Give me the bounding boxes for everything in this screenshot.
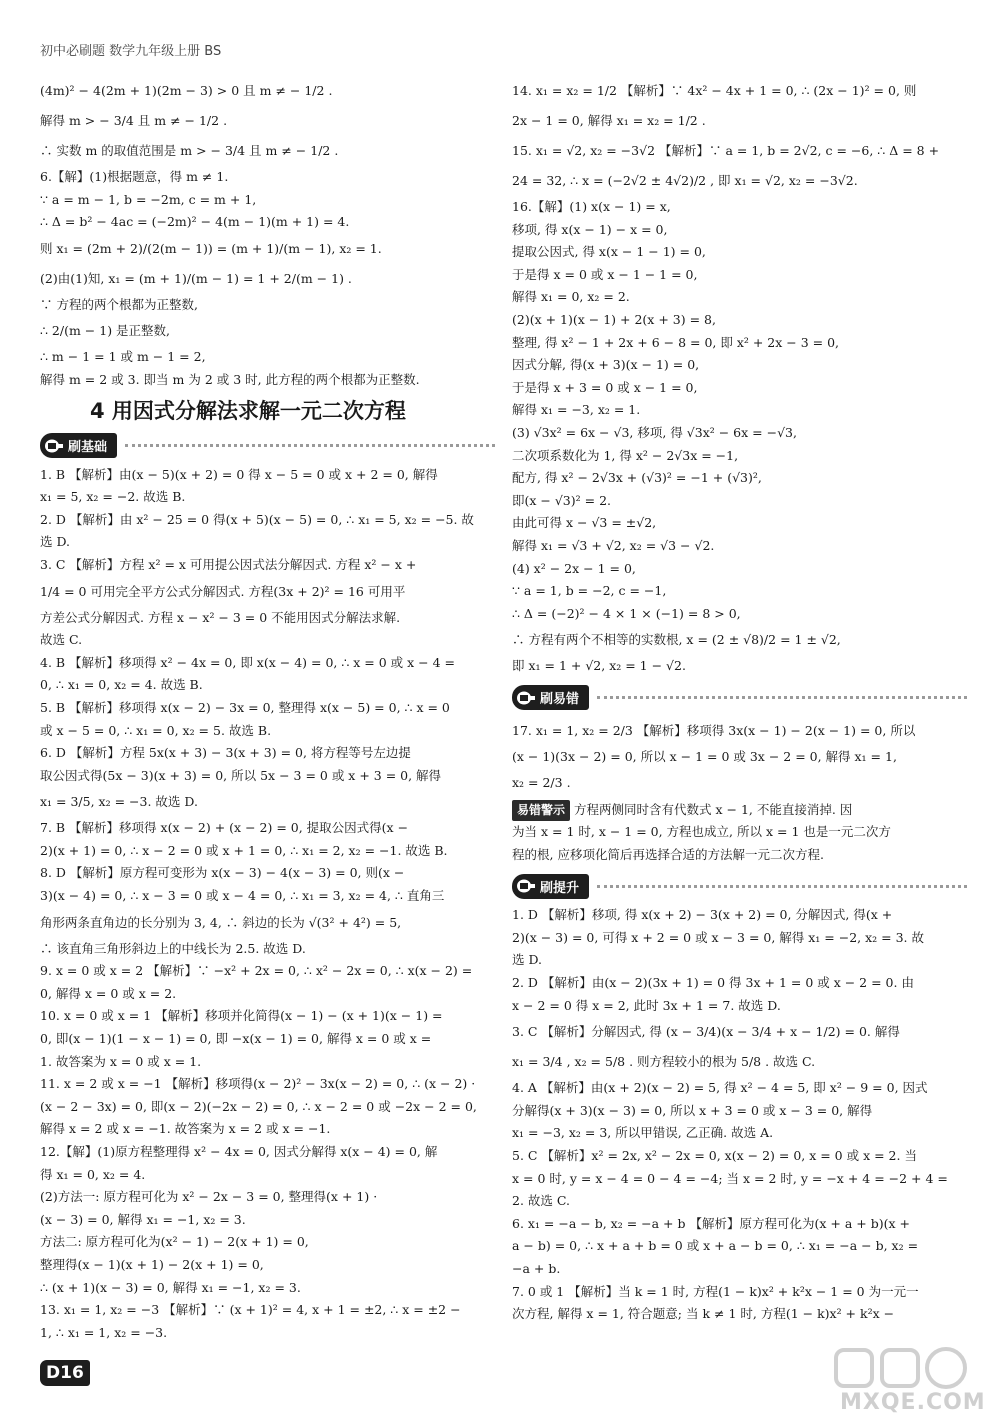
running-header: 初中必刷题 数学九年级上册 BS xyxy=(40,44,222,59)
tag-basic-badge xyxy=(40,433,117,458)
tag-improve xyxy=(512,870,967,902)
text-line: 13. x₁ = 1, x₂ = −3 【解析】∵ (x + 1)² = 4, x + 1 = ±2, ∴ x = ±2 − xyxy=(40,1302,461,1318)
warning-line xyxy=(512,846,967,869)
warning-text: 方程两侧同时含有代数式 x − 1, 不能直接消掉. 因 xyxy=(574,802,853,818)
text-line: x₁ = 3/4 , x₂ = 5/8 . 则方程较小的根为 5/8 . 故选 C. xyxy=(512,1054,816,1070)
text-line: 1, ∴ x₁ = 1, x₂ = −3. xyxy=(40,1324,168,1340)
text-line: ∴ Δ = (−2)² − 4 × 1 × (−1) = 8 > 0, xyxy=(512,605,741,621)
text-line: ∴ 该直角三角形斜边上的中线长为 2.5. 故选 D. xyxy=(40,940,306,956)
text-line: ∴ Δ = b² − 4ac = (−2m)² − 4(m − 1)(m + 1) = 4. xyxy=(40,214,350,230)
text-line: 0, ∴ x₁ = 0, x₂ = 4. 故选 B. xyxy=(40,677,203,693)
text-line: 7. B 【解析】移项得 x(x − 2) + (x − 2) = 0, 提取公因式得(x − xyxy=(40,820,409,836)
text-line: x − 2 = 0 得 x = 2, 此时 3x + 1 = 7. 故选 D. xyxy=(512,997,781,1013)
text-line: 角形两条直角边的长分别为 3, 4, ∴ 斜边的长为 √(3² + 4²) = 5, xyxy=(40,914,402,930)
prev-solution-block xyxy=(40,78,495,394)
dotted-rule xyxy=(597,885,967,888)
text-line: 因式分解, 得(x + 3)(x − 1) = 0, xyxy=(512,357,700,373)
brush-icon xyxy=(516,878,536,894)
text-line: 解得 x₁ = √3 + √2, x₂ = √3 − √2. xyxy=(512,537,715,553)
text-line: 于是得 x + 3 = 0 或 x − 1 = 0, xyxy=(512,379,698,395)
text-line: 6.【解】(1)根据题意，得 m ≠ 1. xyxy=(40,169,229,184)
warning-text: 为当 x = 1 时, x − 1 = 0, 方程也成立, 所以 x = 1 也是一元二次方 xyxy=(512,824,891,840)
warning-line xyxy=(512,823,967,846)
text-line: −a + b. xyxy=(512,1260,561,1276)
text-line: (2)(x + 1)(x − 1) + 2(x + 3) = 8, xyxy=(512,311,716,327)
text-line: (4m)² − 4(2m + 1)(2m − 3) > 0 且 m ≠ − 1/2 . xyxy=(40,83,333,98)
text-line: 4. B 【解析】移项得 x² − 4x = 0, 即 x(x − 4) = 0, ∴ x = 0 或 x − 4 = xyxy=(40,654,456,670)
text-line: 由此可得 x − √3 = ±√2, xyxy=(512,515,657,531)
text-line: ∴ m − 1 = 1 或 m − 1 = 2, xyxy=(40,349,206,365)
text-line: 整理, 得 x² − 1 + 2x + 6 − 8 = 0, 即 x² + 2x − 3 = 0, xyxy=(512,334,840,350)
text-line: (3) √3x² = 6x − √3, 移项, 得 √3x² − 6x = −√3, xyxy=(512,424,797,440)
text-line: (x − 3) = 0, 解得 x₁ = −1, x₂ = 3. xyxy=(40,1211,246,1227)
text-line: 17. x₁ = 1, x₂ = 2/3 【解析】移项得 3x(x − 1) − 2(x − 1) = 0, 所以 xyxy=(512,722,916,738)
text-line: x₁ = −3, x₂ = 3, 所以甲错误, 乙正确. 故选 A. xyxy=(512,1125,774,1141)
tag-error xyxy=(512,682,967,714)
text-line: x₂ = 2/3 . xyxy=(512,775,571,791)
text-line: 解得 m > − 3/4 且 m ≠ − 1/2 . xyxy=(40,113,228,128)
text-line: 二次项系数化为 1, 得 x² − 2√3x = −1, xyxy=(512,447,739,463)
watermark-logo xyxy=(832,1344,986,1420)
text-line: 2)(x − 3) = 0, 可得 x + 2 = 0 或 x − 3 = 0, 解得 x₁ = −2, x₂ = 3. 故 xyxy=(512,929,924,945)
text-line: 选 D. xyxy=(40,534,71,550)
text-line: 14. x₁ = x₂ = 1/2 【解析】∵ 4x² − 4x + 1 = 0, ∴ (2x − 1)² = 0, 则 xyxy=(512,83,917,98)
text-line: 配方, 得 x² − 2√3x + (√3)² = −1 + (√3)², xyxy=(512,470,762,486)
text-line: ∴ 实数 m 的取值范围是 m > − 3/4 且 m ≠ − 1/2 . xyxy=(40,143,339,158)
text-line: (2)由(1)知, x₁ = (m + 1)/(m − 1) = 1 + 2/(m − 1) . xyxy=(40,270,352,286)
page-number: D16 xyxy=(40,1360,90,1386)
text-line: 移项, 得 x(x − 1) − x = 0, xyxy=(512,221,668,237)
text-line: 或 x − 5 = 0, ∴ x₁ = 0, x₂ = 5. 故选 B. xyxy=(40,722,272,738)
warning-label: 易错警示 xyxy=(512,800,570,821)
text-line: 方法二: 原方程可化为(x² − 1) − 2(x + 1) = 0, xyxy=(40,1234,309,1250)
text-line: 整理得(x − 1)(x + 1) − 2(x + 1) = 0, xyxy=(40,1256,264,1272)
brush-icon xyxy=(516,690,536,706)
text-line: 11. x = 2 或 x = −1 【解析】移项得(x − 2)² − 3x(x − 2) = 0, ∴ (x − 2) · xyxy=(40,1076,476,1092)
text-line: ∵ 方程的两个根都为正整数, xyxy=(40,296,198,312)
basic-answers-block xyxy=(40,466,495,1347)
text-line: 5. B 【解析】移项得 x(x − 2) − 3x = 0, 整理得 x(x − 5) = 0, ∴ x = 0 xyxy=(40,699,450,715)
text-line: 1. D 【解析】移项, 得 x(x + 2) − 3(x + 2) = 0, 分解因式, 得(x + xyxy=(512,907,893,923)
error-answers-block xyxy=(512,718,967,801)
text-line: 次方程, 解得 x = 1, 符合题意; 当 k ≠ 1 时, 方程(1 − k)x² + k²x − xyxy=(512,1306,895,1322)
text-line: 2. 故选 C. xyxy=(512,1193,570,1209)
text-line: x = 0 时, y = x − 4 = 0 − 4 = −4; 当 x = 2 时, y = −x + 4 = −2 + 4 = xyxy=(512,1170,948,1186)
text-line: 0, 解得 x = 0 或 x = 2. xyxy=(40,985,177,1001)
text-line: (4) x² − 2x − 1 = 0, xyxy=(512,560,636,576)
tag-improve-label: 刷提升 xyxy=(540,880,580,896)
text-line: 方差公式分解因式. 方程 x − x² − 3 = 0 不能用因式分解法求解. xyxy=(40,609,401,625)
text-line: 6. D 【解析】方程 5x(x + 3) − 3(x + 3) = 0, 将方程等号左边提 xyxy=(40,745,411,761)
text-line: (x − 2 − 3x) = 0, 即(x − 2)(−2x − 2) = 0, ∴ x − 2 = 0 或 −2x − 2 = 0, xyxy=(40,1098,477,1114)
text-line: x₁ = 3/5, x₂ = −3. 故选 D. xyxy=(40,794,198,810)
text-line: 4. A 【解析】由(x + 2)(x − 2) = 5, 得 x² − 4 = 5, 即 x² − 9 = 0, 因式 xyxy=(512,1080,928,1096)
text-line: 取公因式得(5x − 3)(x + 3) = 0, 所以 5x − 3 = 0 或 x + 3 = 0, 解得 xyxy=(40,767,442,783)
text-line: (x − 1)(3x − 2) = 0, 所以 x − 1 = 0 或 3x − 2 = 0, 解得 x₁ = 1, xyxy=(512,748,897,764)
warning-line xyxy=(512,800,967,823)
text-line: 7. 0 或 1 【解析】当 k = 1 时, 方程(1 − k)x² + k²x − 1 = 0 为一元一 xyxy=(512,1283,919,1299)
text-line: 3)(x − 4) = 0, ∴ x − 3 = 0 或 x − 4 = 0, ∴ x₁ = 3, x₂ = 4, ∴ 直角三 xyxy=(40,888,445,904)
text-line: 5. C 【解析】x² = 2x, x² − 2x = 0, x(x − 2) = 0, x = 0 或 x = 2. 当 xyxy=(512,1148,917,1163)
text-line: 分解得(x + 3)(x − 3) = 0, 所以 x + 3 = 0 或 x − 3 = 0, 解得 xyxy=(512,1102,873,1118)
text-line: 1/4 = 0 可用完全平方公式分解因式. 方程(3x + 2)² = 16 可用平 xyxy=(40,583,406,599)
tag-improve-badge xyxy=(512,874,589,899)
text-line: ∴ (x + 1)(x − 3) = 0, 解得 x₁ = −1, x₂ = 3. xyxy=(40,1279,301,1295)
text-line: 10. x = 0 或 x = 1 【解析】移项并化简得(x − 1) − (x + 1)(x − 1) = xyxy=(40,1008,443,1024)
right-column xyxy=(512,78,967,1328)
warning-text: 程的根, 应移项化简后再选择合适的方法解一元二次方程. xyxy=(512,846,824,862)
text-line: 0, 即(x − 1)(1 − x − 1) = 0, 即 −x(x − 1) = 0, 解得 x = 0 或 x = xyxy=(40,1031,432,1047)
text-line: 解得 x = 2 或 x = −1. 故答案为 x = 2 或 x = −1. xyxy=(40,1121,331,1137)
brush-icon xyxy=(44,438,64,454)
text-line: 15. x₁ = √2, x₂ = −3√2 【解析】∵ a = 1, b = 2√2, c = −6, ∴ Δ = 8 + xyxy=(512,143,940,158)
answers-14-16-block xyxy=(512,78,967,680)
text-line: 2x − 1 = 0, 解得 x₁ = x₂ = 1/2 . xyxy=(512,113,706,128)
left-column xyxy=(40,78,495,1346)
text-line: 2. D 【解析】由(x − 2)(3x + 1) = 0 得 3x + 1 = 0 或 x − 2 = 0. 由 xyxy=(512,975,914,991)
text-line: 即 x₁ = 1 + √2, x₂ = 1 − √2. xyxy=(512,658,686,674)
text-line: 1. B 【解析】由(x − 5)(x + 2) = 0 得 x − 5 = 0 或 x + 2 = 0, 解得 xyxy=(40,466,438,482)
tag-basic xyxy=(40,430,495,462)
text-line: 则 x₁ = (2m + 2)/(2(m − 1)) = (m + 1)/(m − 1), x₂ = 1. xyxy=(40,240,382,256)
dotted-rule xyxy=(125,444,495,447)
text-line: ∴ 方程有两个不相等的实数根, x = (2 ± √8)/2 = 1 ± √2, xyxy=(512,632,841,648)
tag-basic-label: 刷基础 xyxy=(68,440,108,456)
improve-answers-block xyxy=(512,906,967,1328)
text-line: 选 D. xyxy=(512,952,543,968)
text-line: 9. x = 0 或 x = 2 【解析】∵ −x² + 2x = 0, ∴ x² − 2x = 0, ∴ x(x − 2) = xyxy=(40,963,473,979)
text-line: 即(x − √3)² = 2. xyxy=(512,492,611,508)
text-line: 24 = 32, ∴ x = (−2√2 ± 4√2)/2 , 即 x₁ = √2, x₂ = −3√2. xyxy=(512,173,858,188)
text-line: 解得 x₁ = 0, x₂ = 2. xyxy=(512,289,630,305)
tag-error-label: 刷易错 xyxy=(540,692,580,708)
text-line: x₁ = 5, x₂ = −2. 故选 B. xyxy=(40,489,186,505)
text-line: 3. C 【解析】分解因式, 得 (x − 3/4)(x − 3/4 + x − 1/2) = 0. 解得 xyxy=(512,1024,900,1040)
text-line: 12.【解】(1)原方程整理得 x² − 4x = 0, 因式分解得 x(x − 4) = 0, 解 xyxy=(40,1144,438,1159)
text-line: 于是得 x = 0 或 x − 1 − 1 = 0, xyxy=(512,266,698,282)
dotted-rule xyxy=(597,696,967,699)
text-line: (2)方法一: 原方程可化为 x² − 2x − 3 = 0, 整理得(x + 1) · xyxy=(40,1189,378,1205)
text-line: 提取公因式, 得 x(x − 1 − 1) = 0, xyxy=(512,244,706,260)
text-line: 16.【解】(1) x(x − 1) = x, xyxy=(512,199,671,214)
text-line: 6. x₁ = −a − b, x₂ = −a + b 【解析】原方程可化为(x + a + b)(x + xyxy=(512,1215,910,1231)
section-title: 4 用因式分解法求解一元二次方程 xyxy=(90,398,406,423)
watermark-seal-icon xyxy=(832,1344,982,1394)
text-line: ∵ a = m − 1, b = −2m, c = m + 1, xyxy=(40,191,257,207)
tag-error-badge xyxy=(512,685,589,710)
watermark-text: MXQE.COM xyxy=(840,1390,986,1415)
text-line: 2. D 【解析】由 x² − 25 = 0 得(x + 5)(x − 5) = 0, ∴ x₁ = 5, x₂ = −5. 故 xyxy=(40,511,474,527)
text-line: 1. 故答案为 x = 0 或 x = 1. xyxy=(40,1053,202,1069)
text-line: 3. C 【解析】方程 x² = x 可用提公因式法分解因式. 方程 x² − x + xyxy=(40,556,417,572)
text-line: 得 x₁ = 0, x₂ = 4. xyxy=(40,1166,146,1182)
text-line: 故选 C. xyxy=(40,632,83,648)
text-line: a − b) = 0, ∴ x + a + b = 0 或 x + a − b = 0, ∴ x₁ = −a − b, x₂ = xyxy=(512,1238,919,1254)
warning-note xyxy=(512,800,967,868)
text-line: ∵ a = 1, b = −2, c = −1, xyxy=(512,583,667,599)
text-line: 解得 m = 2 或 3. 即当 m 为 2 或 3 时, 此方程的两个根都为正整数. xyxy=(40,371,420,387)
text-line: 解得 x₁ = −3, x₂ = 1. xyxy=(512,402,641,418)
text-line: 2)(x + 1) = 0, ∴ x − 2 = 0 或 x + 1 = 0, ∴ x₁ = 2, x₂ = −1. 故选 B. xyxy=(40,842,448,858)
text-line: ∴ 2/(m − 1) 是正整数, xyxy=(40,323,171,339)
text-line: 8. D 【解析】原方程可变形为 x(x − 3) − 4(x − 3) = 0, 则(x − xyxy=(40,865,405,881)
